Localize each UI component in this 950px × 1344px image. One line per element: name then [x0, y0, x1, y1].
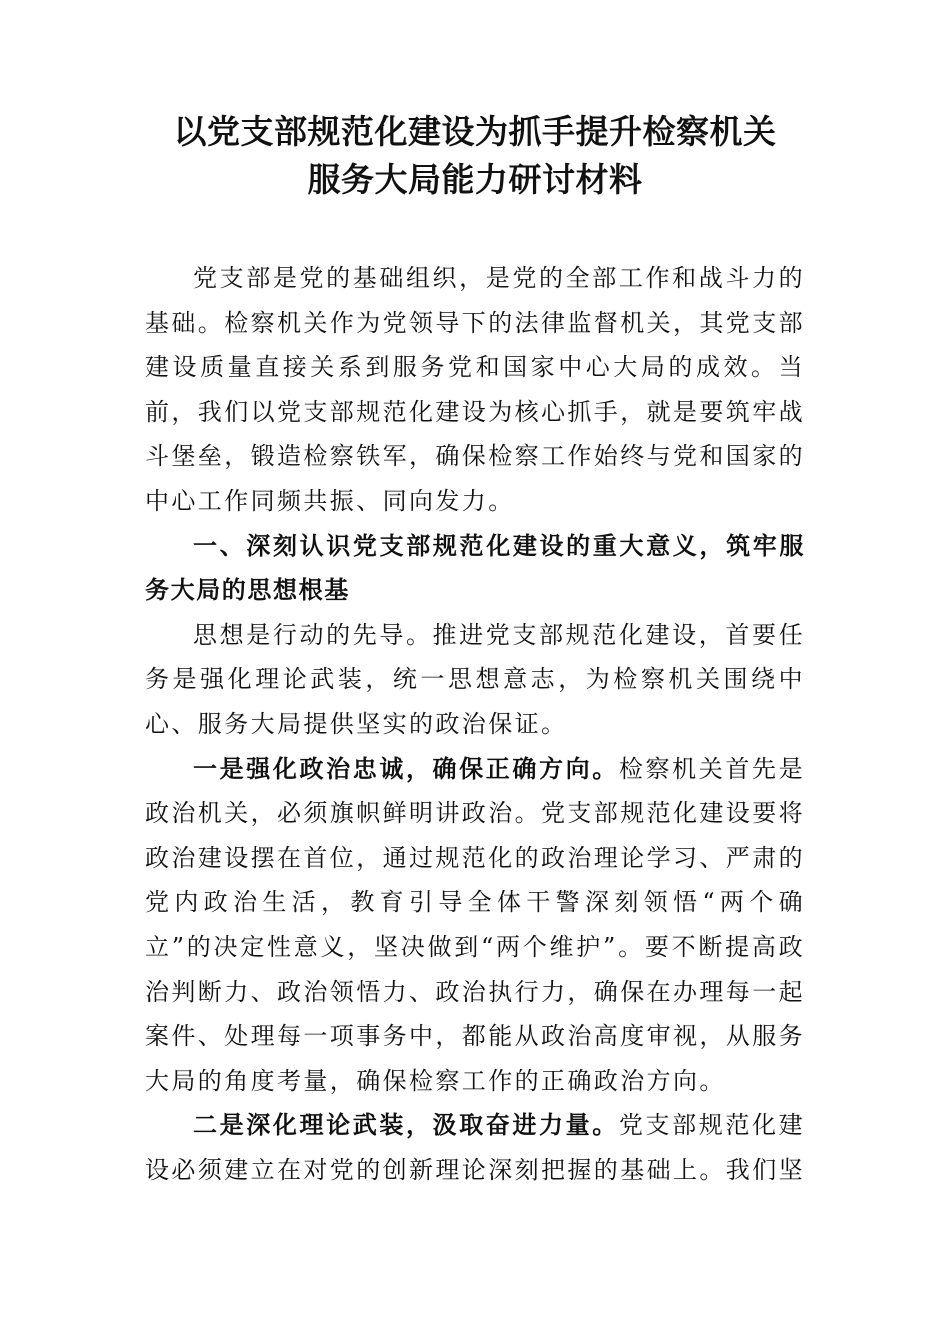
document-body	[145, 256, 805, 1192]
point-2-paragraph	[145, 1103, 805, 1192]
point-1-text: 检察机关首先是政治机关，必须旗帜鲜明讲政治。党支部规范化建设要将政治建设摆在首位，通过规范化的政治理论学习、严肃的党内政治生活，教育引导全体干警深刻领悟“两个确立”的决定性意义，坚决做到“两个维护”。要不断提高政治判断力、政治领悟力、政治执行力，确保在办理每一起案件、处理每一项事务中，都能从政治高度审视，从服务大局的角度考量，确保检察工作的正确政治方向。	[145, 754, 805, 1095]
title-line-2: 服务大局能力研讨材料	[307, 160, 643, 199]
section-intro-paragraph: 思想是行动的先导。推进党支部规范化建设，首要任务是强化理论武装，统一思想意志，为检察机关围绕中心、服务大局提供坚实的政治保证。	[145, 620, 805, 738]
point-2-lead: 二是深化理论武装，汲取奋进力量。	[193, 1110, 619, 1140]
section-heading-1: 一、深刻认识党支部规范化建设的重大意义，筑牢服务大局的思想根基	[145, 531, 805, 605]
title-line-1: 以党支部规范化建设为抓手提升检察机关	[173, 112, 777, 151]
point-1-paragraph	[145, 747, 805, 1104]
intro-paragraph: 党支部是党的基础组织，是党的全部工作和战斗力的基础。检察机关作为党领导下的法律监督机关，其党支部建设质量直接关系到服务党和国家中心大局的成效。当前，我们以党支部规范化建设为核心抓手，就是要筑牢战斗堡垒，锻造检察铁军，确保检察工作始终与党和国家的中心工作同频共振、同向发力。	[145, 264, 805, 515]
document-page	[145, 108, 805, 1192]
point-2-text: 党支部规范化建设必须建立在对党的创新理论深刻把握的基础上。我们坚	[145, 1111, 805, 1184]
document-title	[145, 108, 805, 204]
point-1-lead: 一是强化政治忠诚，确保正确方向。	[193, 753, 619, 783]
